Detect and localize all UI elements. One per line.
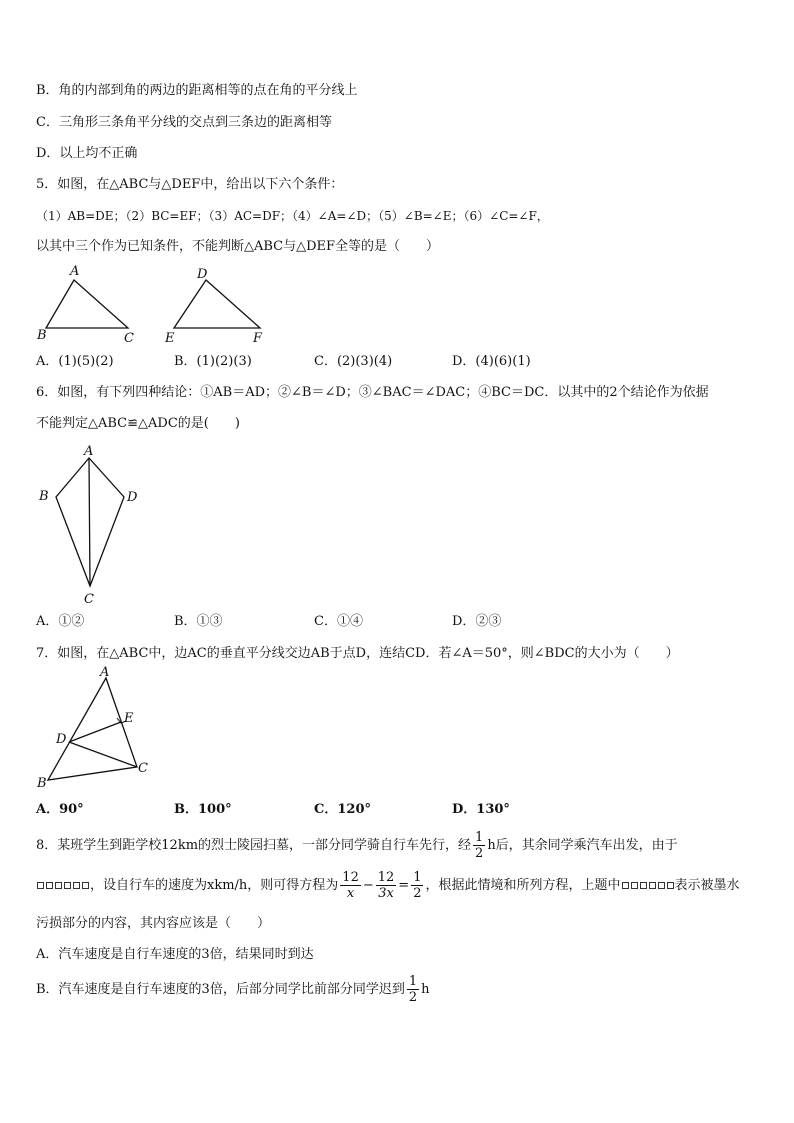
q5-label-b: B: [37, 328, 47, 343]
q5-option-b: B．(1)(2)(3): [174, 354, 252, 369]
q8-line-1b: h后，其余同学乘汽车出发，由于: [487, 838, 678, 853]
q8-option-b-unit: h: [421, 982, 430, 997]
q7-option-b: B．100°: [174, 802, 232, 817]
q8-line-2a: ，设自行车的速度为xkm/h，则可得方程为: [90, 878, 339, 893]
q8-line-3: 污损部分的内容，其内容应该是（ ）: [36, 916, 271, 931]
q6-option-b: B．①③: [174, 614, 223, 629]
q7-label-a: A: [100, 666, 110, 680]
q8-minus: −: [362, 878, 374, 893]
q8-line-2c: 表示被墨水: [674, 878, 740, 893]
q7-figure-triangle: [34, 666, 164, 792]
q8-option-b: [36, 974, 429, 1006]
q6-option-a: A．①②: [36, 614, 85, 629]
q8-fraction-half-3: $\frac{1}{2}$: [408, 974, 418, 1005]
q7-option-d: D．130°: [452, 802, 510, 817]
q8-equals: =: [398, 878, 410, 893]
q7-label-c: C: [138, 761, 148, 776]
q8-option-a: A．汽车速度是自行车速度的3倍，结果同时到达: [36, 947, 314, 962]
ink-blot-icon: [36, 878, 90, 893]
q7-option-a: A．90°: [36, 802, 84, 817]
q6-option-d: D．②③: [452, 614, 502, 629]
q6-option-c: C．①④: [314, 614, 363, 629]
q5-stem: 5．如图，在△ABC与△DEF中，给出以下六个条件：: [36, 177, 344, 192]
q8-fraction-12-over-3x: $\frac{12}{3x}$: [377, 870, 395, 901]
ink-blot-icon: [621, 878, 675, 893]
q4-option-b: B．角的内部到角的两边的距离相等的点在角的平分线上: [36, 83, 358, 98]
q5-label-c: C: [124, 331, 134, 346]
q4-option-c: C．三角形三条角平分线的交点到三条边的距离相等: [36, 115, 332, 130]
q6-label-d: D: [127, 490, 138, 505]
q7-label-e: E: [124, 711, 134, 726]
q6-ask: 不能判定△ABC≌△ADC的是( ): [36, 416, 240, 431]
q6-label-c: C: [84, 592, 94, 607]
q8-line-2: [36, 869, 740, 903]
q5-label-d: D: [197, 267, 208, 282]
q5-option-a: A．(1)(5)(2): [36, 354, 114, 369]
q6-figure-kite: [34, 440, 154, 610]
q8-line-2b: ，根据此情境和所列方程，上题中: [425, 878, 621, 893]
q8-option-b-text: B．汽车速度是自行车速度的3倍，后部分同学比前部分同学迟到: [36, 982, 405, 997]
q6-label-a: A: [84, 444, 94, 459]
q5-conditions: （1）AB=DE；（2）BC=EF；（3）AC=DF；（4）∠A=∠D；（5）∠B=∠E；（6）∠C=∠F，: [36, 209, 549, 223]
q5-label-a: A: [70, 264, 80, 279]
q6-label-b: B: [39, 489, 49, 504]
q5-ask: 以其中三个作为已知条件，不能判断△ABC与△DEF全等的是（ ）: [36, 239, 440, 254]
q5-option-c: C．(2)(3)(4): [314, 354, 393, 369]
q8-fraction-12-over-x: $\frac{12}{x}$: [342, 870, 359, 901]
q5-label-e: E: [165, 331, 175, 346]
q8-fraction-half-2: $\frac{1}{2}$: [413, 870, 422, 901]
q7-option-c: C．120°: [314, 802, 371, 817]
q5-label-f: F: [253, 331, 263, 346]
q7-label-b: B: [37, 776, 47, 791]
q7-stem: 7．如图，在△ABC中，边AC的垂直平分线交边AB于点D，连结CD．若∠A＝50°，则∠BDC的大小为（ ）: [36, 646, 679, 661]
q7-label-d: D: [56, 732, 67, 747]
q6-stem: 6．如图，有下列四种结论：①AB＝AD；②∠B＝∠D；③∠BAC＝∠DAC；④BC＝DC．以其中的2个结论作为依据: [36, 385, 709, 400]
q8-fraction-half: $\frac{1}{2}$: [475, 830, 484, 861]
q5-figure-triangles: [34, 262, 284, 346]
q4-option-d: D．以上均不正确: [36, 146, 138, 161]
q5-option-d: D．(4)(6)(1): [452, 354, 531, 369]
q8-line-1: [36, 830, 678, 861]
q8-line-1a: 8．某班学生到距学校12km的烈士陵园扫墓，一部分同学骑自行车先行，经: [36, 838, 472, 853]
